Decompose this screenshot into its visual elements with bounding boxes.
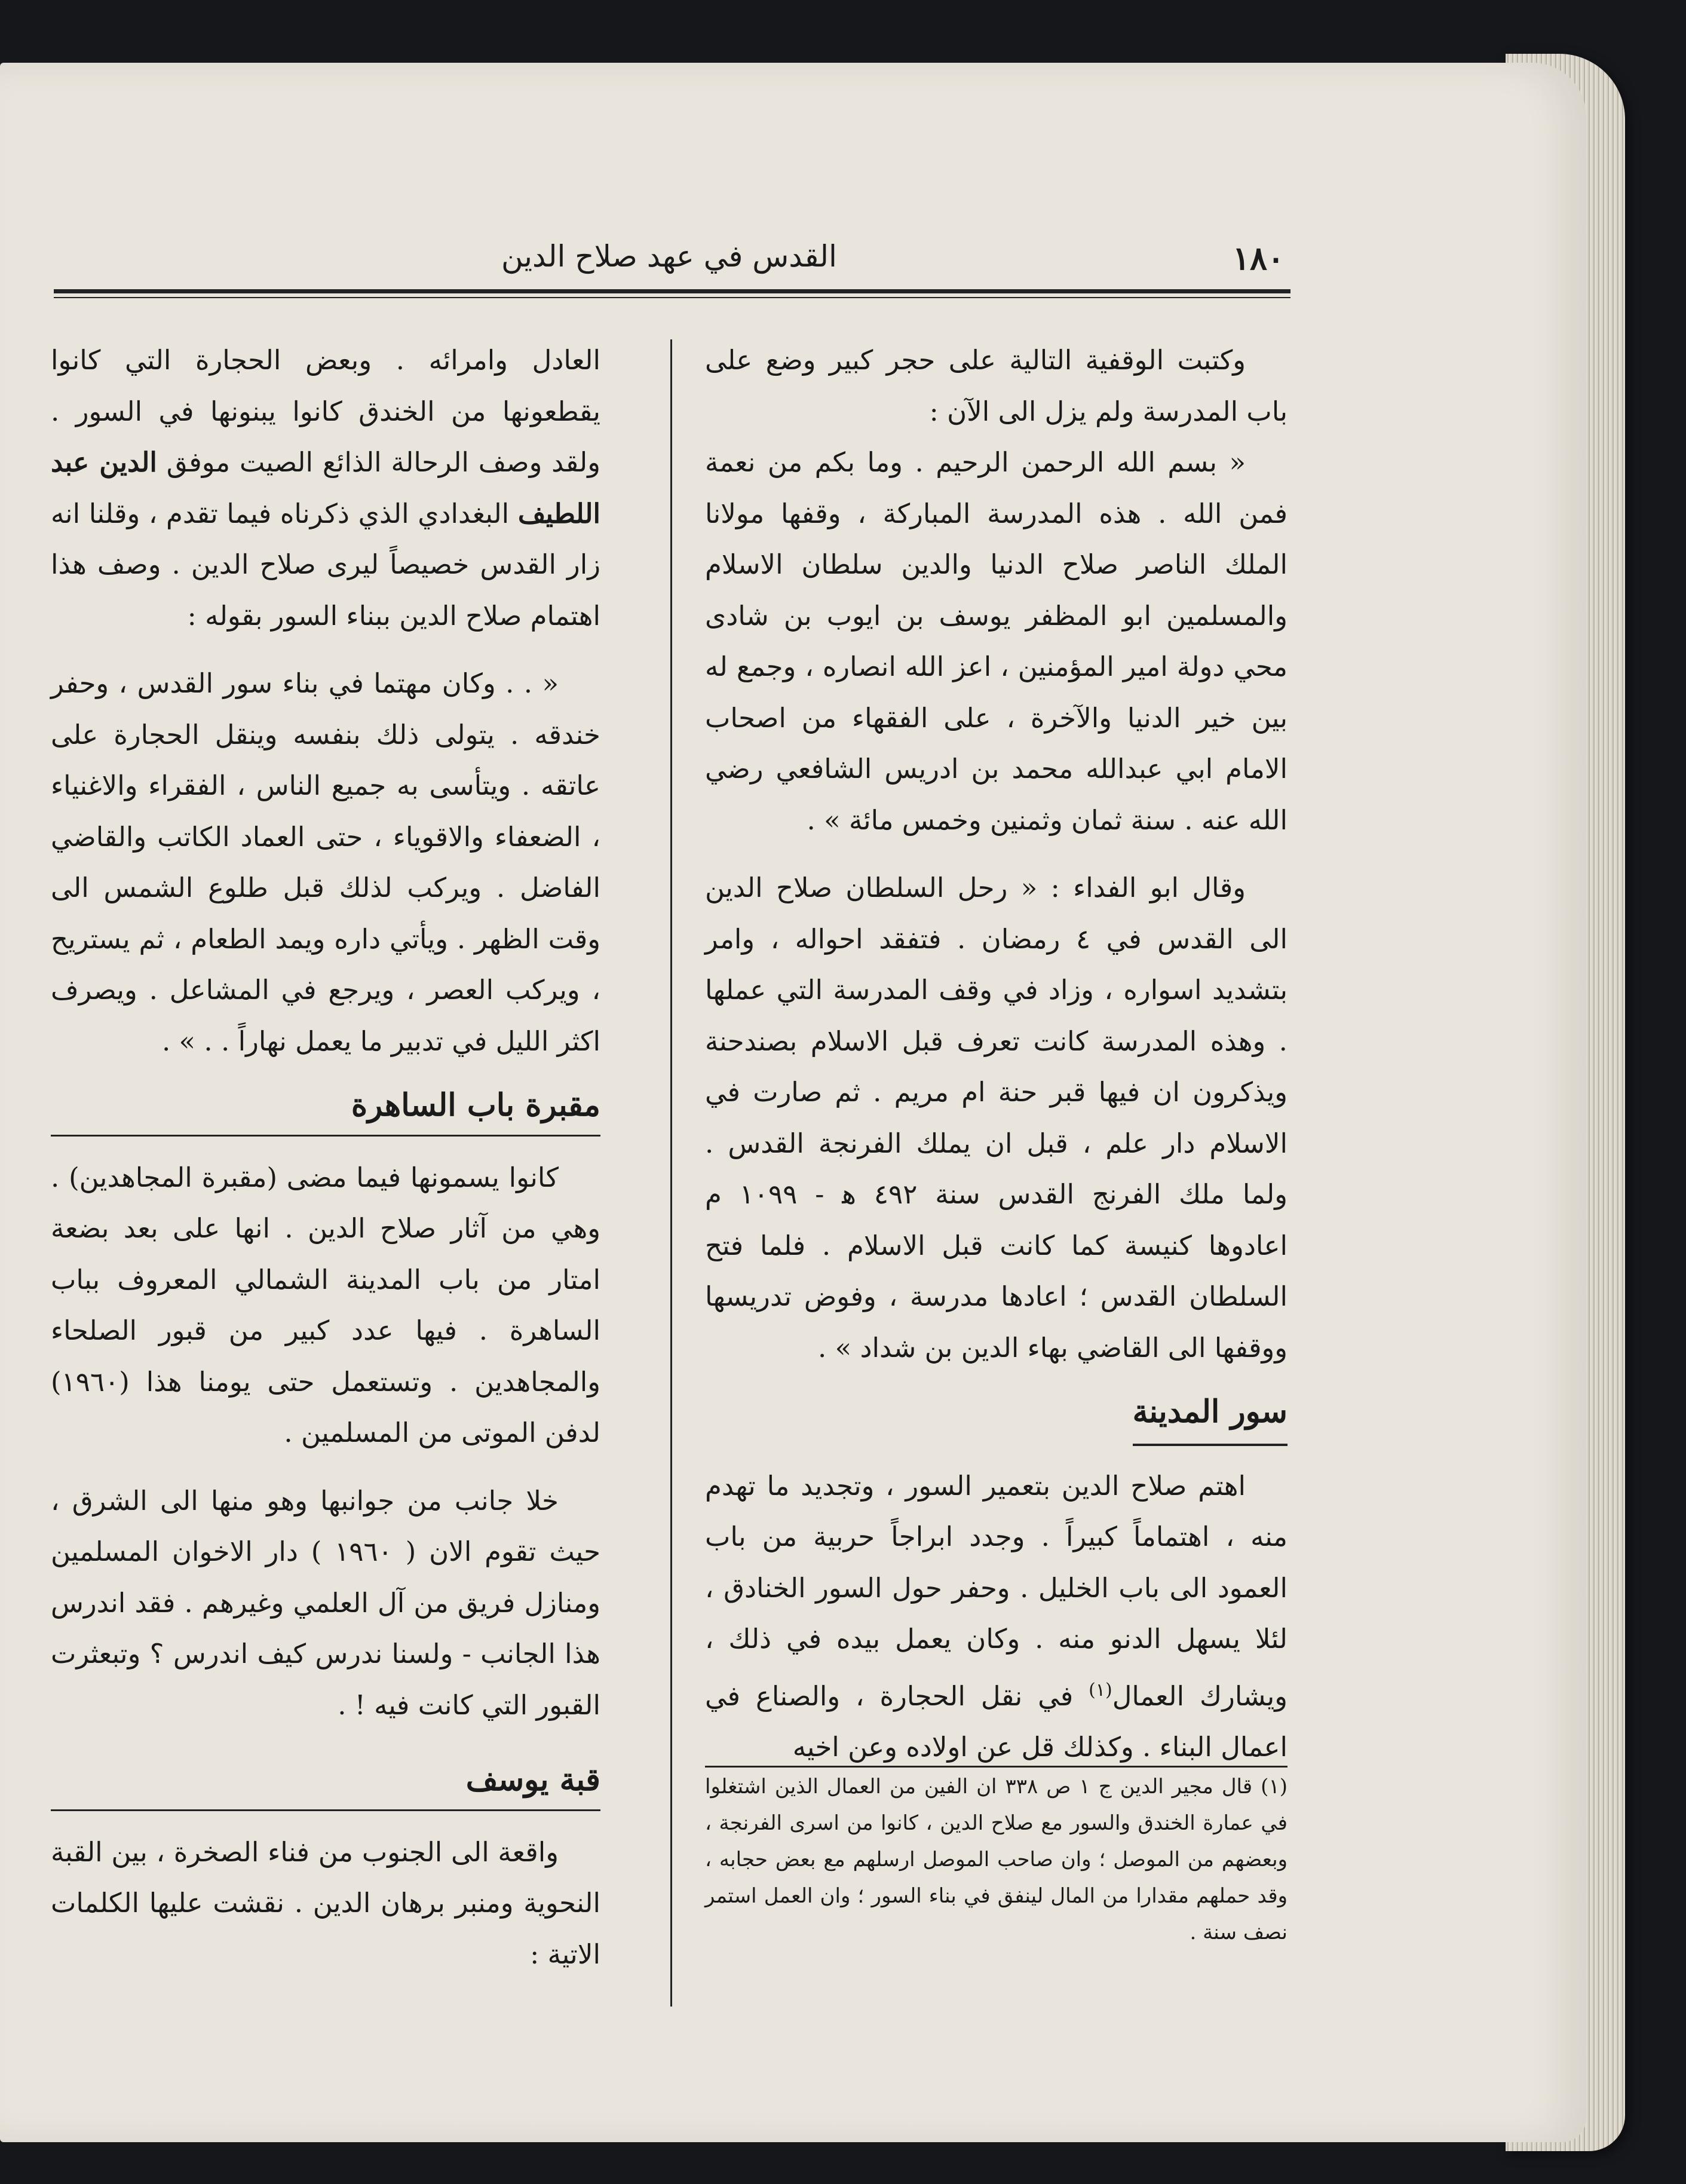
paragraph-text: البغدادي الذي ذكرناه فيما تقدم ، وقلنا انه زار القدس خصيصاً ليرى صلاح الدين . وصف هذا اهتمام صلاح الدين ببناء السور بقوله : bbox=[51, 497, 600, 632]
footnote-rule bbox=[705, 1766, 1288, 1768]
bold-name: الدين عبد اللطيف bbox=[51, 446, 600, 529]
left-column bbox=[51, 335, 600, 1980]
paragraph-text: اهتم صلاح الدين بتعمير السور ، وتجديد ما تهدم منه ، اهتماماً كبيراً . وجدد ابراجاً حربية من باب العمود الى باب الخليل . وحفر حول السور الخنادق ، لئلا يسهل الدنو منه . وكان يعمل بيده في ذلك ، ويشارك العمال bbox=[705, 1469, 1288, 1712]
section-heading: سور المدينة bbox=[1133, 1386, 1288, 1446]
right-column bbox=[705, 335, 1288, 1773]
paragraph: « بسم الله الرحمن الرحيم . وما بكم من نعمة فمن الله . هذه المدرسة المباركة ، وقفها مولانا الملك الناصر صلاح الدنيا والدين سلطان الاسلام والمسلمين ابو المظفر يوسف بن ايوب بن شادى محي دولة امير المؤمنين ، اعز الله انصاره ، وجمع له بين خير الدنيا والآخرة ، على الفقهاء من اصحاب الامام ابي عبدالله محمد بن ادريس الشافعي رضي الله عنه . سنة ثمان وثمنين وخمس مائة » . bbox=[705, 446, 1288, 836]
section-heading: قبة يوسف bbox=[465, 1762, 600, 1798]
header-rule-thin bbox=[54, 297, 1290, 298]
section-heading: مقبرة باب الساهرة bbox=[351, 1087, 600, 1123]
paragraph: وكتبت الوقفية التالية على حجر كبير وضع على باب المدرسة ولم يزل الى الآن : bbox=[705, 344, 1288, 427]
paragraph: كانوا يسمونها فيما مضى (مقبرة المجاهدين) . وهي من آثار صلاح الدين . انها على بعد بضعة امتار من باب المدينة الشمالي المعروف بباب الساهرة . فيها عدد كبير من قبور الصلحاء والمجاهدين . وتستعمل حتى يومنا هذا (١٩٦٠) لدفن الموتى من المسلمين . bbox=[51, 1161, 600, 1448]
paragraph: خلا جانب من جوانبها وهو منها الى الشرق ، حيث تقوم الان ( ١٩٦٠ ) دار الاخوان المسلمين ومنازل فريق من آل العلمي وغيرهم . فقد اندرس هذا الجانب - ولسنا ندرس كيف اندرس ؟ وتبعثرت القبور التي كانت فيه ! . bbox=[51, 1484, 601, 1721]
paragraph bbox=[51, 335, 600, 641]
header-rule bbox=[54, 289, 1290, 293]
paragraph: واقعة الى الجنوب من فناء الصخرة ، بين القبة النحوية ومنبر برهان الدين . نقشت عليها الكلمات الاتية : bbox=[51, 1836, 600, 1970]
page-header bbox=[54, 239, 1285, 275]
paragraph bbox=[705, 1460, 1288, 1773]
paragraph-text: العادل وامرائه . وبعض الحجارة التي كانوا يقطعونها من الخندق كانوا يبنونها في السور . ولقد وصف الرحالة الذائع الصيت موفق bbox=[51, 344, 600, 478]
footnote: (١) قال مجير الدين ج ١ ص ٣٣٨ ان الفين من العمال الذين اشتغلوا في عمارة الخندق والسور مع صلاح الدين ، كانوا من اسرى الفرنجة ، وبعضهم من الموصل ؛ وان صاحب الموصل ارسلهم مع بعض حجابه ، وقد حملهم مقدارا من المال لينفق في بناء السور ؛ وان العمل استمر نصف سنة . bbox=[705, 1775, 1288, 1944]
quotation: « . . وكان مهتما في بناء سور القدس ، وحفر خندقه . يتولى ذلك بنفسه وينقل الحجارة على عاتقه . ويتأسى به جميع الناس ، الفقراء والاغنياء ، الضعفاء والاقوياء ، حتى العماد الكاتب والقاضي الفاضل . ويركب لذلك قبل طلوع الشمس الى وقت الظهر . ويأتي داره ويمد الطعام ، ثم يستريح ، ويركب العصر ، ويرجع في المشاعل . ويصرف اكثر الليل في تدبير ما يعمل نهاراً . . » . bbox=[51, 667, 600, 1057]
paragraph: وقال ابو الفداء : « رحل السلطان صلاح الدين الى القدس في ٤ رمضان . فتفقد احواله ، وامر بتشديد اسواره ، وزاد في وقف المدرسة التي عملها . وهذه المدرسة كانت تعرف قبل الاسلام بصندحنة ويذكرون ان فيها قبر حنة ام مريم . ثم صارت في الاسلام دار علم ، قبل ان يملك الفرنجة القدس . ولما ملك الفرنج القدس سنة ٤٩٢ ﻫ - ١٠٩٩ م اعادوها كنيسة كما كانت قبل الاسلام . فلما فتح السلطان القدس ؛ اعادها مدرسة ، وفوض تدريسها ووقفها الى القاضي بهاء الدين بن شداد » . bbox=[705, 872, 1288, 1364]
page-number: ١٨٠ bbox=[1232, 239, 1285, 277]
footnote-marker: (١) bbox=[1089, 1679, 1112, 1701]
column-divider bbox=[670, 339, 672, 2007]
running-title: القدس في عهد صلاح الدين bbox=[501, 239, 837, 274]
paragraph-text: في نقل الحجارة ، والصناع في اعمال البناء . وكذلك قل عن اولاده وعن اخيه bbox=[705, 1680, 1288, 1763]
